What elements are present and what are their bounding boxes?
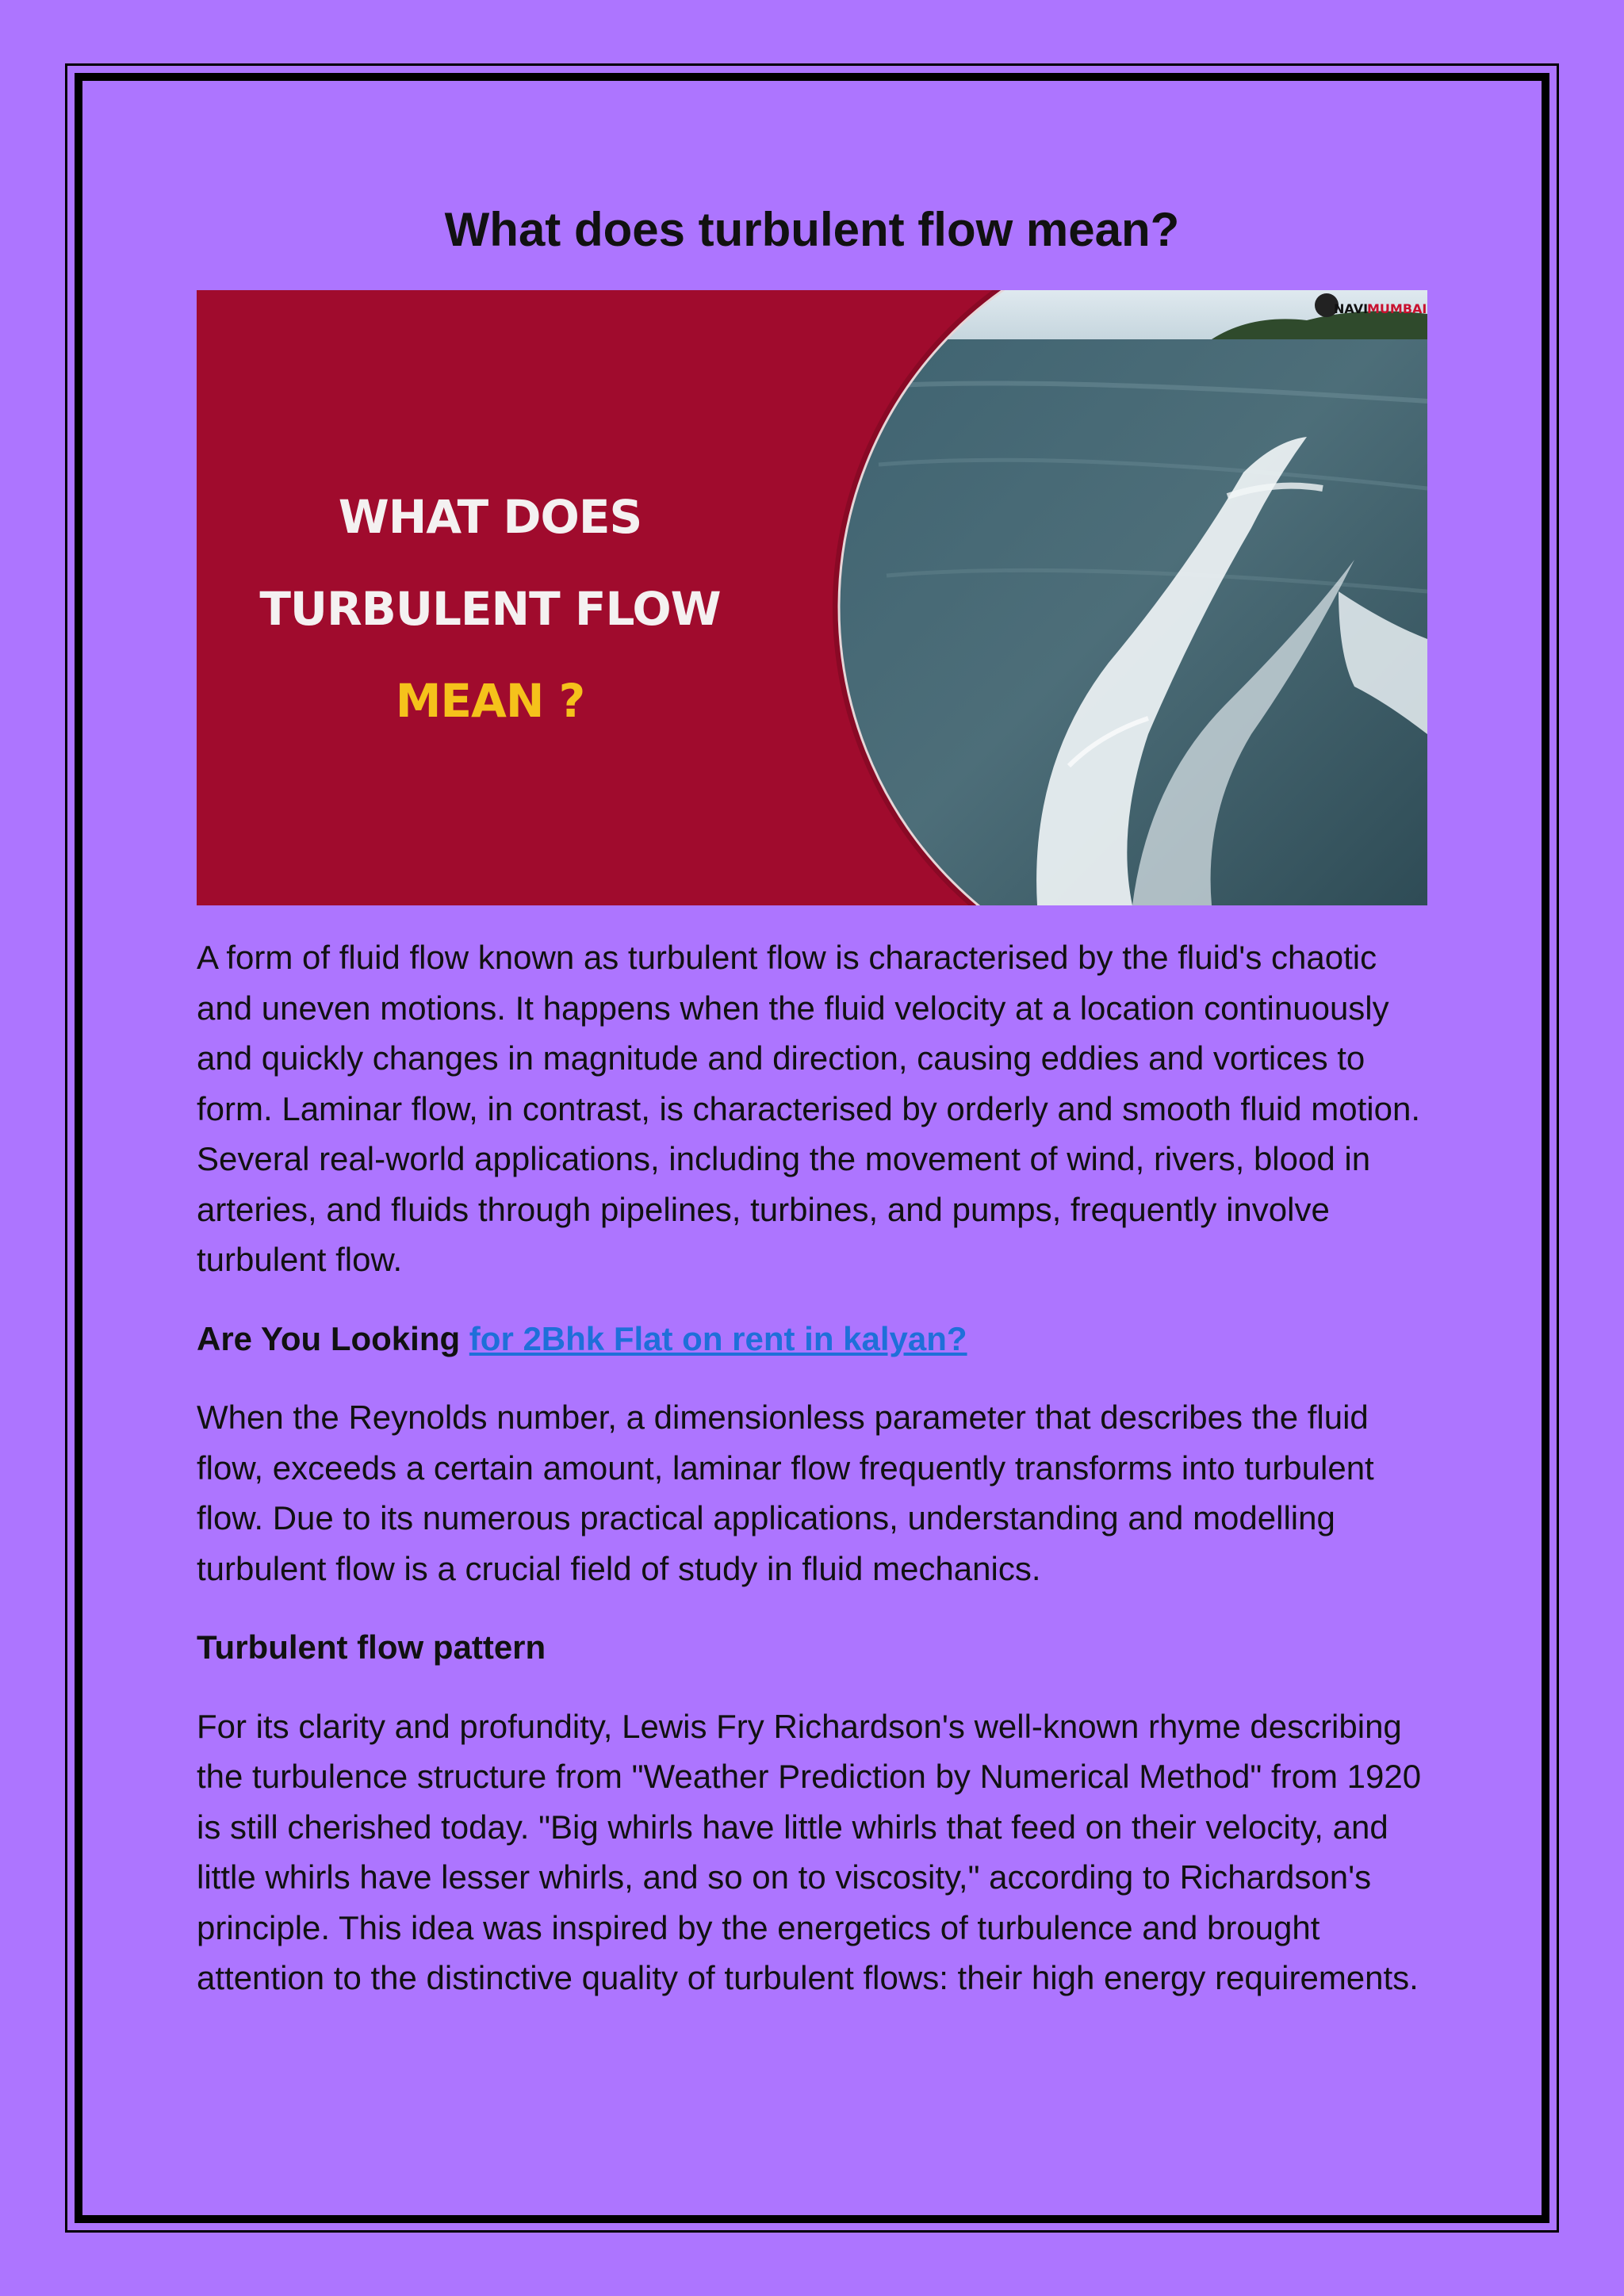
rent-flat-link[interactable]: for 2Bhk Flat on rent in kalyan?: [469, 1319, 967, 1357]
hero-image: [197, 290, 1427, 905]
document-content: [197, 190, 1427, 2003]
navimumbai-logo: [1315, 290, 1427, 327]
subheading: Turbulent flow pattern: [197, 1628, 546, 1666]
hero-line-1: WHAT DOES: [338, 490, 642, 544]
hero-line-3: MEAN ?: [395, 674, 585, 728]
page-title: What does turbulent flow mean?: [444, 203, 1180, 256]
logo-text-2: MUMBAI: [1367, 301, 1427, 316]
paragraph-reynolds: When the Reynolds number, a dimensionless parameter that describes the fluid flow, exceeds a certain amount, laminar flow frequently transforms into turbulent flow. Due to its numerous practical applications, understanding and modelling turbulent flow is a crucial field of study in fluid mechanics.: [197, 1399, 1374, 1587]
logo-text-1: NAVI: [1334, 301, 1369, 316]
hero-heading: [244, 471, 736, 747]
promo-prefix: Are You Looking: [197, 1319, 469, 1357]
paragraph-richardson: For its clarity and profundity, Lewis Fry Richardson's well-known rhyme describing the turbulence structure from "Weather Prediction by Numerical Method" from 1920 is still cherished today. "Big whirls have little whirls that feed on their velocity, and little whirls have lesser whirls, and so on to viscosity," according to Richardson's principle. This idea was inspired by the energetics of turbulence and brought attention to the distinctive quality of turbulent flows: their high energy requirements.: [197, 1707, 1422, 1996]
paragraph-intro: A form of fluid flow known as turbulent flow is characterised by the fluid's chaotic and uneven motions. It happens when the fluid velocity at a location continuously and quickly changes in magnitude and direction, causing eddies and vortices to form. Laminar flow, in contrast, is characterised by orderly and smooth fluid motion. Several real-world applications, including the movement of wind, rivers, blood in arteries, and fluids through pipelines, turbines, and pumps, frequently involve turbulent flow.: [197, 939, 1421, 1278]
promo-line: [197, 1314, 1427, 1364]
hero-line-2: TURBULENT FLOW: [259, 582, 721, 636]
